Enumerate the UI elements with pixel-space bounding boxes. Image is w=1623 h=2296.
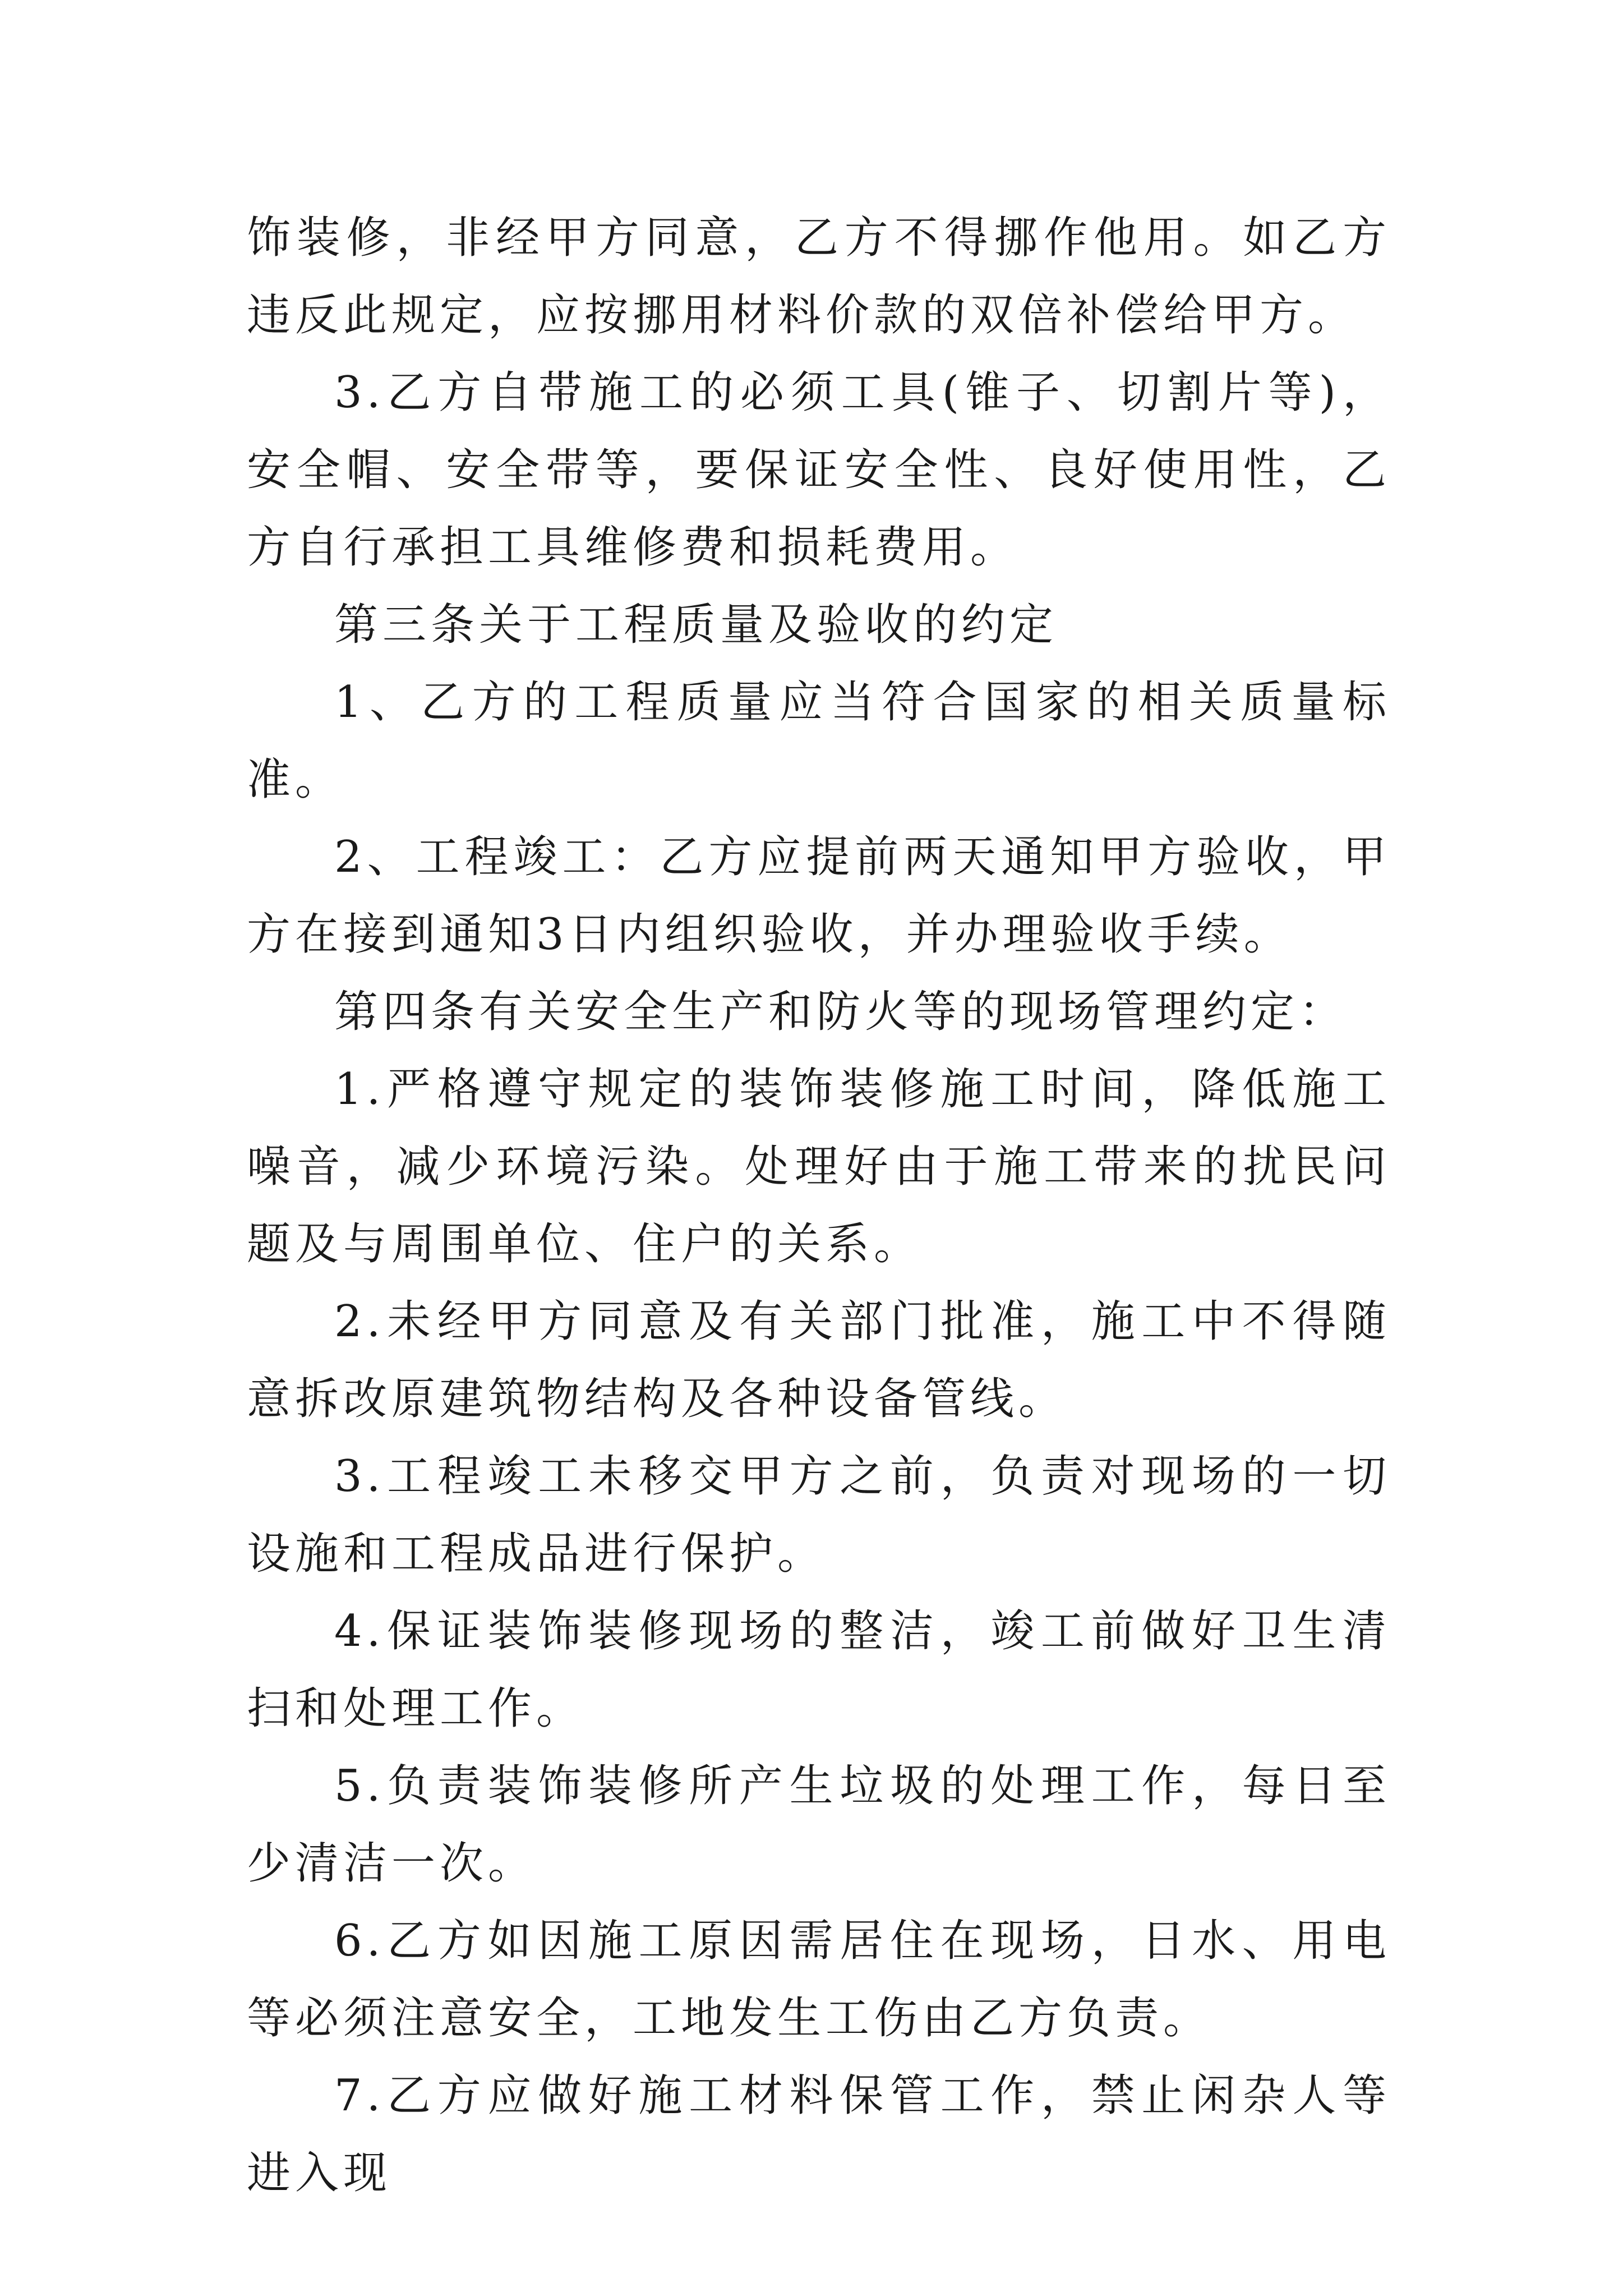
paragraph-clause-4-5: 5.负责装饰装修所产生垃圾的处理工作，每日至少清洁一次。 xyxy=(247,1761,1391,1889)
paragraph-clause-4-1: 1.严格遵守规定的装饰装修施工时间，降低施工噪音，减少环境污染。处理好由于施工带来的扰民问题及与周围单位、住户的关系。 xyxy=(247,1064,1391,1269)
paragraph-clause-3-1: 1、乙方的工程质量应当符合国家的相关质量标准。 xyxy=(247,677,1391,805)
section-heading-article-3: 第三条关于工程质量及验收的约定 xyxy=(334,600,1058,650)
paragraph-clause-2-3: 3.乙方自带施工的必须工具(锥子、切割片等)，安全帽、安全带等，要保证安全性、良好使用性，乙方自行承担工具维修费和损耗费用。 xyxy=(247,367,1391,573)
paragraph-clause-4-7: 7.乙方应做好施工材料保管工作，禁止闲杂人等进入现 xyxy=(247,2070,1391,2198)
paragraph-continuation: 饰装修，非经甲方同意，乙方不得挪作他用。如乙方违反此规定，应按挪用材料价款的双倍补偿给甲方。 xyxy=(247,213,1391,341)
paragraph-clause-3-2: 2、工程竣工：乙方应提前两天通知甲方验收，甲方在接到通知3日内组织验收，并办理验收手续。 xyxy=(247,832,1391,960)
paragraph-clause-4-4: 4.保证装饰装修现场的整洁，竣工前做好卫生清扫和处理工作。 xyxy=(247,1606,1391,1734)
section-heading-article-4: 第四条有关安全生产和防火等的现场管理约定： xyxy=(334,987,1348,1037)
paragraph-clause-4-2: 2.未经甲方同意及有关部门批准，施工中不得随意拆改原建筑物结构及各种设备管线。 xyxy=(247,1296,1391,1424)
paragraph-clause-4-3: 3.工程竣工未移交甲方之前，负责对现场的一切设施和工程成品进行保护。 xyxy=(247,1451,1391,1579)
document-body xyxy=(247,199,1391,2212)
paragraph-clause-4-6: 6.乙方如因施工原因需居住在现场，日水、用电等必须注意安全，工地发生工伤由乙方负责。 xyxy=(247,1916,1391,2044)
